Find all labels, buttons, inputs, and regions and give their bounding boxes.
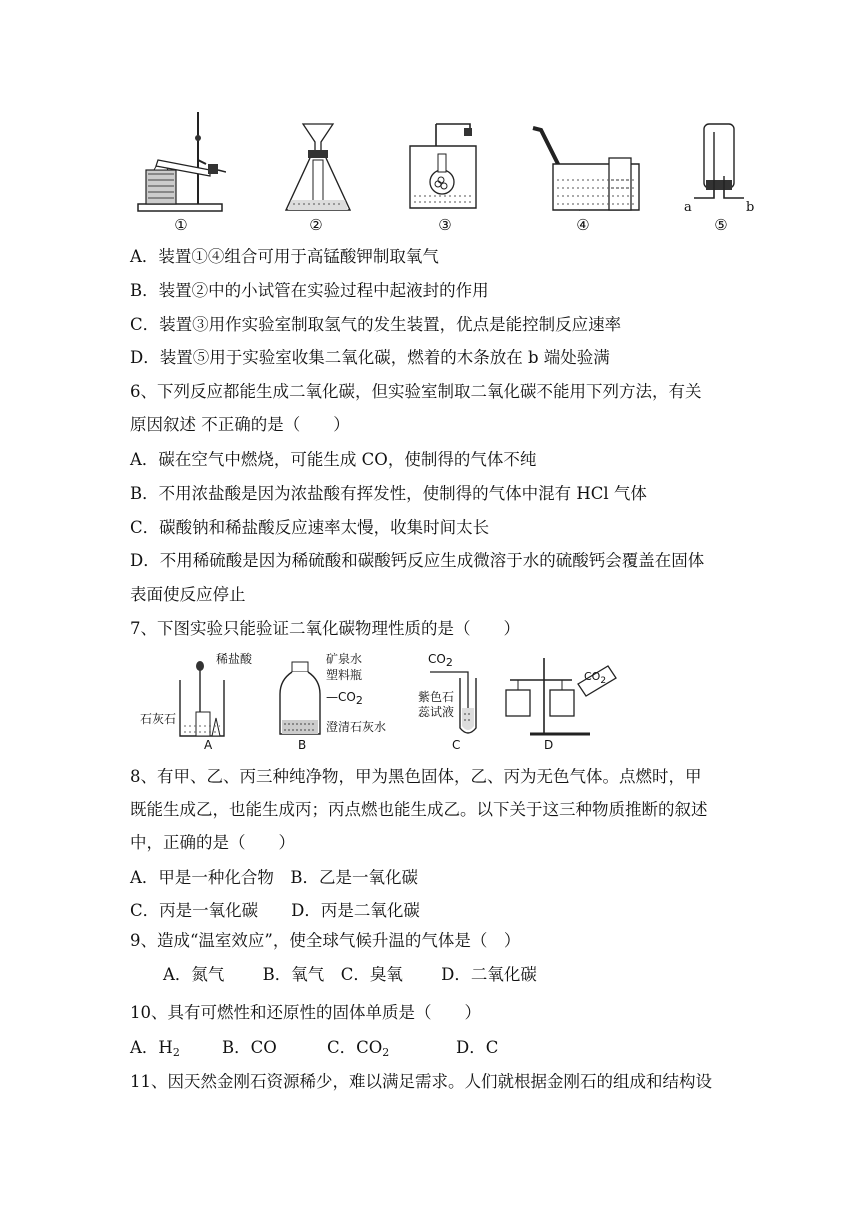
apparatus-3-label: ③	[438, 216, 452, 234]
experiment-d-balance	[500, 654, 620, 740]
experiment-a-label: A	[204, 738, 213, 752]
q10-option-a: A．H2	[130, 1038, 180, 1059]
q6-option-a: A．碳在空气中燃烧，可能生成 CO，使制得的气体不纯	[130, 450, 537, 469]
c-liquid-label-2: 蕊试液	[418, 705, 455, 719]
q9-stem: 9、造成“温室效应”，使全球气候升温的气体是（ ）	[130, 931, 521, 950]
b-water-label: 澄清石灰水	[326, 720, 387, 734]
q11-stem-line-1: 11、因天然金刚石资源稀少，难以满足需求。人们就根据金刚石的组成和结构设	[130, 1072, 712, 1091]
apparatus-figure	[128, 108, 768, 238]
c-liquid-label-1: 紫色石	[418, 690, 455, 704]
q8-stem-line-3: 中，正确的是（ ）	[130, 833, 295, 852]
q8-stem-line-2: 既能生成乙，也能生成丙；丙点燃也能生成乙。以下关于这三种物质推断的叙述	[130, 800, 708, 819]
co2-experiments-figure	[140, 650, 620, 755]
apparatus-2-label: ②	[309, 216, 323, 234]
q10-stem: 10、具有可燃性和还原性的固体单质是（ ）	[130, 1003, 481, 1022]
q10-option-b: B．CO	[222, 1038, 277, 1057]
b-bottle-label-2: 塑料瓶	[326, 668, 363, 682]
b-gas-label: —CO2	[326, 690, 363, 707]
q6-option-b: B．不用浓盐酸是因为浓盐酸有挥发性，使制得的气体中混有 HCl 气体	[130, 484, 647, 503]
experiment-d-label: D	[544, 738, 554, 752]
apparatus-5-label: ⑤	[714, 216, 728, 234]
q8-options-ab: A．甲是一种化合物 B．乙是一氧化碳	[130, 868, 419, 887]
q7-stem: 7、下图实验只能验证二氧化碳物理性质的是（ ）	[130, 619, 520, 638]
apparatus-1	[136, 108, 226, 216]
experiment-c-label: C	[452, 738, 461, 752]
apparatus-4	[523, 124, 643, 216]
apparatus-2	[283, 120, 353, 216]
experiment-b-bottle	[278, 660, 322, 738]
c-gas-label: CO2	[428, 652, 453, 669]
d-gas-label: $CO_2$	[584, 670, 607, 686]
q8-stem-line-1: 8、有甲、乙、丙三种纯净物，甲为黑色固体，乙、丙为无色气体。点燃时，甲	[130, 767, 702, 786]
experiment-a-beaker	[176, 660, 230, 740]
q8-options-cd: C．丙是一氧化碳 D．丙是二氧化碳	[130, 901, 420, 920]
port-a-label: a	[684, 200, 692, 215]
apparatus-5	[684, 120, 760, 216]
apparatus-4-label: ④	[576, 216, 590, 234]
q5-option-a: A．装置①④组合可用于高锰酸钾制取氧气	[130, 247, 439, 266]
q6-option-d-line-1: D．不用稀硫酸是因为稀硫酸和碳酸钙反应生成微溶于水的硫酸钙会覆盖在固体	[130, 551, 705, 570]
q6-stem-line-1: 6、下列反应都能生成二氧化碳，但实验室制取二氧化碳不能用下列方法，有关	[130, 382, 702, 401]
a-stone-label: 石灰石	[140, 712, 177, 726]
apparatus-1-label: ①	[174, 216, 188, 234]
q10-option-c: C．CO2	[327, 1038, 390, 1059]
experiment-b-label: B	[298, 738, 307, 752]
q10-option-d: D．C	[456, 1038, 499, 1057]
a-acid-label: 稀盐酸	[216, 652, 253, 666]
q5-option-c: C．装置③用作实验室制取氢气的发生装置，优点是能控制反应速率	[130, 315, 622, 334]
q9-options: A．氮气 B．氧气 C．臭氧 D．二氧化碳	[130, 965, 537, 984]
q6-stem-line-2: 原因叙述 不正确的是（ ）	[130, 415, 350, 434]
q6-option-c: C．碳酸钠和稀盐酸反应速率太慢，收集时间太长	[130, 518, 490, 537]
b-bottle-label-1: 矿泉水	[326, 652, 363, 666]
q6-option-d-line-2: 表面使反应停止	[130, 585, 246, 604]
port-b-label: b	[746, 200, 755, 215]
apparatus-3	[406, 120, 484, 216]
q5-option-b: B．装置②中的小试管在实验过程中起液封的作用	[130, 281, 489, 300]
q5-option-d: D．装置⑤用于实验室收集二氧化碳，燃着的木条放在 b 端处验满	[130, 348, 610, 367]
